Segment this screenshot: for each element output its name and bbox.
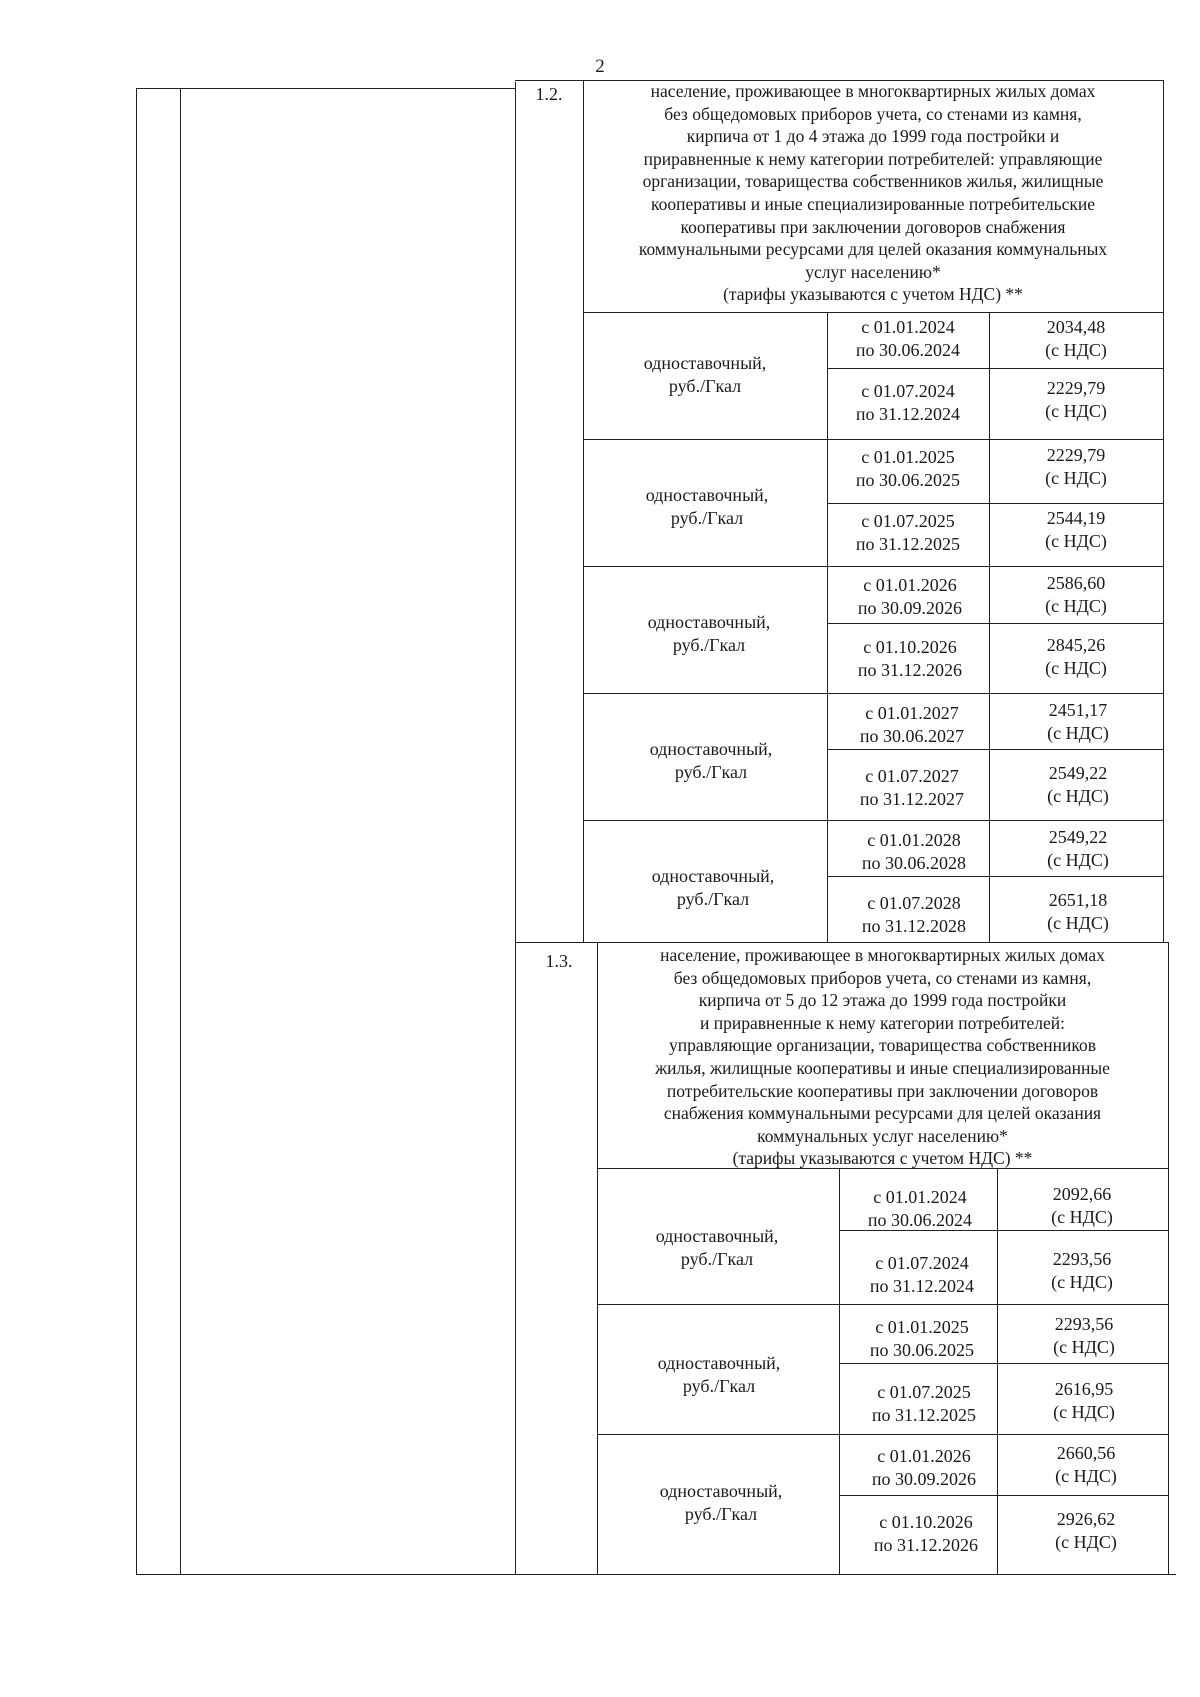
price-value: 2229,79 (1046, 445, 1106, 465)
price-value: 2651,18 (1048, 890, 1108, 910)
price-value: 2293,56 (1054, 1314, 1114, 1334)
tariff-type-line: одноставочный, (655, 1226, 779, 1246)
tariff-type (609, 611, 809, 657)
period-start: с 01.01.2027 (865, 703, 959, 723)
period-start: с 01.07.2027 (865, 766, 959, 786)
section-1-2-group-4-mid (827, 749, 1163, 750)
period (838, 316, 978, 362)
period-end: по 31.12.2024 (869, 1276, 975, 1296)
period-start: с 01.01.2028 (867, 830, 961, 850)
price (1008, 762, 1148, 808)
period-end: по 30.09.2026 (871, 1469, 977, 1489)
price-vat-note: (с НДС) (1045, 468, 1107, 488)
tariff-type (619, 1352, 819, 1398)
price (1012, 1183, 1152, 1229)
price-vat-note: (с НДС) (1051, 1207, 1113, 1227)
price-vat-note: (с НДС) (1051, 1272, 1113, 1292)
price-value: 2034,48 (1046, 317, 1106, 337)
period-start: с 01.07.2025 (861, 511, 955, 531)
period-start: с 01.07.2024 (861, 381, 955, 401)
description-line: организации, товарищества собственников жилья, жилищные (642, 171, 1104, 192)
description-line: коммунальных услуг населению* (757, 1125, 1008, 1146)
period-start: с 01.01.2026 (877, 1446, 971, 1466)
section-1-3-top-border (515, 942, 1168, 943)
section-1-2-right-border (1163, 80, 1164, 942)
period-end: по 30.09.2026 (857, 598, 963, 618)
section-1-3-type-divider (839, 1168, 840, 1574)
section-1-3-group-2-mid (839, 1363, 1168, 1364)
price-vat-note: (с НДС) (1053, 1337, 1115, 1357)
period-start: с 01.07.2025 (877, 1382, 971, 1402)
price (1008, 889, 1148, 935)
period-end: по 31.12.2028 (861, 916, 967, 936)
period-start: с 01.01.2026 (863, 575, 957, 595)
price-value: 2549,22 (1048, 827, 1108, 847)
description-line: без общедомовых приборов учета, со стенами из камня, (664, 103, 1082, 124)
price-vat-note: (с НДС) (1045, 658, 1107, 678)
price (1006, 444, 1146, 490)
description-line: население, проживающее в многоквартирных жилых домах (650, 81, 1096, 101)
period (854, 1445, 994, 1491)
description-line: услуг населению* (805, 261, 941, 282)
period (842, 702, 982, 748)
price-vat-note: (с НДС) (1047, 850, 1109, 870)
tariff-type-line: руб./Гкал (676, 889, 750, 909)
tariff-type-line: одноставочный, (659, 1481, 783, 1501)
period (844, 829, 984, 875)
tariff-type-line: одноставочный, (647, 612, 771, 632)
section-1-2-header-bottom (583, 312, 1163, 313)
section-1-3-group-3-mid (839, 1495, 1168, 1496)
price (1006, 572, 1146, 618)
description-line: жилья, жилищные кооперативы и иные специализированные (655, 1057, 1110, 1078)
period-end: по 31.12.2025 (855, 534, 961, 554)
period-end: по 31.12.2026 (873, 1535, 979, 1555)
section-1-2-period-divider (989, 312, 990, 942)
price (1006, 377, 1146, 423)
price (1008, 699, 1148, 745)
price-value: 2549,22 (1048, 763, 1108, 783)
price-vat-note: (с НДС) (1047, 786, 1109, 806)
period-end: по 30.06.2025 (855, 470, 961, 490)
description-line: потребительские кооперативы при заключении договоров (666, 1080, 1099, 1101)
section-description (597, 944, 1168, 1170)
section-1-2-group-2-bottom (583, 566, 1163, 567)
price (1014, 1378, 1154, 1424)
description-line: управляющие организации, товарищества собственников (668, 1035, 1097, 1056)
section-1-3-group-1-bottom (597, 1304, 1168, 1305)
price-value: 2926,62 (1056, 1509, 1116, 1529)
price-vat-note: (с НДС) (1055, 1466, 1117, 1486)
section-1-3-group-2-bottom (597, 1434, 1168, 1435)
period-end: по 30.06.2027 (859, 726, 965, 746)
page-number: 2 (595, 56, 605, 77)
period (852, 1252, 992, 1298)
period-end: по 31.12.2024 (855, 404, 961, 424)
price-vat-note: (с НДС) (1045, 340, 1107, 360)
section-description (583, 80, 1163, 306)
tariff-type (611, 738, 811, 784)
price (1014, 1313, 1154, 1359)
period (838, 510, 978, 556)
tariff-type-line: руб./Гкал (670, 508, 744, 528)
section-1-2-group-5-mid (827, 876, 1163, 877)
tariff-type-line: руб./Гкал (684, 1504, 758, 1524)
period (850, 1186, 990, 1232)
section-1-2-group-4-bottom (583, 820, 1163, 821)
tariff-type (621, 1480, 821, 1526)
price (1006, 634, 1146, 680)
column-divider-1 (180, 88, 181, 1574)
description-line: кирпича от 5 до 12 этажа до 1999 года постройки (698, 990, 1067, 1011)
price (1006, 316, 1146, 362)
tariff-type (607, 484, 807, 530)
price-vat-note: (с НДС) (1047, 723, 1109, 743)
price-vat-note: (с НДС) (1053, 1402, 1115, 1422)
tariff-type-line: одноставочный, (651, 866, 775, 886)
description-line: население, проживающее в многоквартирных жилых домах (660, 945, 1105, 965)
period-end: по 30.06.2028 (861, 853, 967, 873)
period-start: с 01.01.2024 (861, 317, 955, 337)
section-1-2-group-1-bottom (583, 439, 1163, 440)
price-vat-note: (с НДС) (1047, 913, 1109, 933)
tariff-type-line: руб./Гкал (668, 376, 742, 396)
period-start: с 01.10.2026 (863, 637, 957, 657)
section-1-2-group-3-mid (827, 623, 1163, 624)
period-end: по 30.06.2024 (867, 1210, 973, 1230)
description-line: кирпича от 1 до 4 этажа до 1999 года постройки и (686, 126, 1060, 147)
section-1-2-group-2-mid (827, 503, 1163, 504)
tariff-type-line: одноставочный, (643, 353, 767, 373)
table-left-border (136, 88, 137, 1574)
price (1012, 1248, 1152, 1294)
tariff-type-line: руб./Гкал (680, 1249, 754, 1269)
section-number: 1.2. (535, 84, 563, 104)
price-value: 2293,56 (1052, 1249, 1112, 1269)
section-1-2-group-1-mid (827, 368, 1163, 369)
price (1008, 826, 1148, 872)
tariff-type-line: руб./Гкал (682, 1376, 756, 1396)
period (838, 380, 978, 426)
tariff-type (617, 1225, 817, 1271)
price-value: 2660,56 (1056, 1443, 1116, 1463)
period-start: с 01.07.2028 (867, 893, 961, 913)
tariff-type-line: одноставочный, (657, 1353, 781, 1373)
period (838, 446, 978, 492)
period-start: с 01.01.2024 (873, 1187, 967, 1207)
price-vat-note: (с НДС) (1045, 531, 1107, 551)
description-line: кооперативы и иные специализированные потребительские (650, 193, 1095, 214)
price-value: 2586,60 (1046, 573, 1106, 593)
description-line: (тарифы указываются с учетом НДС) ** (723, 284, 1023, 305)
description-line: и приравненные к нему категории потребителей: (700, 1012, 1065, 1033)
period (844, 892, 984, 938)
period-end: по 31.12.2026 (857, 660, 963, 680)
description-line: приравненные к нему категории потребителей: управляющие (643, 148, 1103, 169)
description-line: без общедомовых приборов учета, со стенами из камня, (673, 967, 1092, 988)
price (1016, 1508, 1156, 1554)
tariff-type-line: одноставочный, (645, 485, 769, 505)
period-end: по 31.12.2025 (871, 1405, 977, 1425)
price-value: 2229,79 (1046, 378, 1106, 398)
period (856, 1511, 996, 1557)
price-vat-note: (с НДС) (1045, 401, 1107, 421)
price-value: 2092,66 (1052, 1184, 1112, 1204)
price-value: 2451,17 (1048, 700, 1108, 720)
period (840, 636, 980, 682)
table-bottom-border (136, 1574, 1176, 1575)
period (840, 574, 980, 620)
tariff-type-line: руб./Гкал (674, 762, 748, 782)
price-vat-note: (с НДС) (1045, 596, 1107, 616)
period (854, 1381, 994, 1427)
period (842, 765, 982, 811)
price (1016, 1442, 1156, 1488)
period-start: с 01.01.2025 (875, 1317, 969, 1337)
price-value: 2616,95 (1054, 1379, 1114, 1399)
period (852, 1316, 992, 1362)
description-line: снабжения коммунальными ресурсами для целей оказания (663, 1103, 1102, 1124)
description-line: (тарифы указываются с учетом НДС) ** (732, 1148, 1033, 1169)
price-vat-note: (с НДС) (1055, 1532, 1117, 1552)
tariff-type-line: руб./Гкал (672, 635, 746, 655)
period-end: по 31.12.2027 (859, 789, 965, 809)
price-value: 2845,26 (1046, 635, 1106, 655)
table-top-border (136, 88, 516, 89)
tariff-type (613, 865, 813, 911)
column-divider-2 (515, 82, 516, 1574)
tariff-type-line: одноставочный, (649, 739, 773, 759)
section-1-2-group-3-bottom (583, 693, 1163, 694)
section-1-2-type-divider (827, 312, 828, 942)
period-end: по 30.06.2024 (855, 340, 961, 360)
period-start: с 01.10.2026 (879, 1512, 973, 1532)
period-start: с 01.01.2025 (861, 447, 955, 467)
section-1-3-period-divider (997, 1168, 998, 1574)
period-end: по 30.06.2025 (869, 1340, 975, 1360)
description-line: коммунальными ресурсами для целей оказания коммунальных (638, 239, 1108, 260)
price-value: 2544,19 (1046, 508, 1106, 528)
tariff-type (605, 352, 805, 398)
section-1-3-right-border (1168, 942, 1169, 1574)
period-start: с 01.07.2024 (875, 1253, 969, 1273)
price (1006, 507, 1146, 553)
section-number: 1.3. (545, 951, 573, 971)
description-line: кооперативы при заключении договоров снабжения (680, 216, 1066, 237)
